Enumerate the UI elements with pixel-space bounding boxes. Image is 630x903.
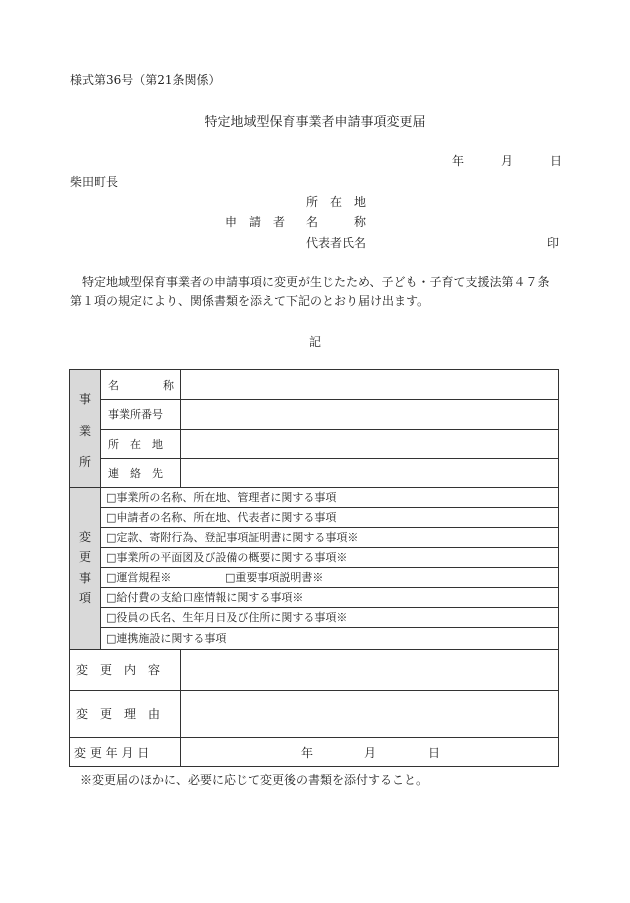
office-contact-field[interactable] bbox=[181, 458, 559, 487]
document-title: 特定地域型保育事業者申請事項変更届 bbox=[204, 115, 426, 130]
change-item-officers[interactable]: □役員の氏名、生年月日及び住所に関する事項※ bbox=[106, 611, 348, 624]
ki-mark: 記 bbox=[308, 335, 321, 349]
change-item-important-matters[interactable]: □重要事項説明書※ bbox=[225, 571, 324, 584]
change-group-label: 変 更 事 項 bbox=[78, 530, 91, 605]
change-item-rules[interactable]: □運営規程※ bbox=[106, 571, 172, 584]
change-item-articles[interactable]: □定款、寄附行為、登記事項証明書に関する事項※ bbox=[106, 531, 359, 544]
office-location-label: 所 在 地 bbox=[108, 437, 163, 451]
change-date-month: 月 bbox=[364, 745, 377, 760]
office-name-label: 名 称 bbox=[108, 378, 174, 392]
date-year-label: 年 bbox=[452, 154, 465, 168]
change-date-day: 日 bbox=[428, 745, 441, 760]
form-table bbox=[69, 369, 559, 767]
change-reason-field[interactable] bbox=[181, 691, 559, 737]
applicant-location-label: 所 在 地 bbox=[306, 195, 367, 209]
office-group-label: 事 業 所 bbox=[78, 392, 91, 469]
form-number: 様式第36号（第21条関係） bbox=[70, 73, 221, 87]
change-date-label: 変 更 年 月 日 bbox=[74, 745, 150, 760]
change-content-label: 変 更 内 容 bbox=[76, 663, 161, 677]
change-date-year: 年 bbox=[301, 745, 314, 760]
change-item-applicant-info[interactable]: □申請者の名称、所在地、代表者に関する事項 bbox=[106, 511, 337, 524]
body-text-line-1: 特定地域型保育事業者の申請事項に変更が生じたため、子ども・子育て支援法第４７条 bbox=[82, 275, 550, 289]
applicant-name-label: 名 称 bbox=[306, 215, 367, 229]
change-content-field[interactable] bbox=[181, 650, 559, 690]
body-text-line-2: 第１項の規定により、関係書類を添えて下記のとおり届け出ます。 bbox=[70, 294, 430, 308]
seal-mark: 印 bbox=[547, 236, 560, 250]
change-item-floor-plan[interactable]: □事業所の平面図及び設備の概要に関する事項※ bbox=[106, 551, 348, 564]
footnote: ※変更届のほかに、必要に応じて変更後の書類を添付すること。 bbox=[80, 773, 429, 787]
office-number-label: 事業所番号 bbox=[108, 408, 163, 421]
change-reason-label: 変 更 理 由 bbox=[76, 707, 161, 721]
office-contact-label: 連 絡 先 bbox=[108, 466, 163, 480]
office-number-field[interactable] bbox=[181, 399, 559, 429]
date-month-label: 月 bbox=[501, 154, 514, 168]
change-item-payment-account[interactable]: □給付費の支給口座情報に関する事項※ bbox=[106, 591, 304, 604]
applicant-rep-label: 代表者氏名 bbox=[306, 236, 367, 250]
change-item-partner-facility[interactable]: □連携施設に関する事項 bbox=[106, 632, 227, 645]
addressee: 柴田町長 bbox=[70, 175, 119, 189]
office-name-field[interactable] bbox=[181, 370, 559, 399]
applicant-group-label: 申 請 者 bbox=[225, 215, 286, 229]
date-day-label: 日 bbox=[550, 154, 563, 168]
office-location-field[interactable] bbox=[181, 429, 559, 458]
change-item-office-info[interactable]: □事業所の名称、所在地、管理者に関する事項 bbox=[106, 491, 337, 504]
